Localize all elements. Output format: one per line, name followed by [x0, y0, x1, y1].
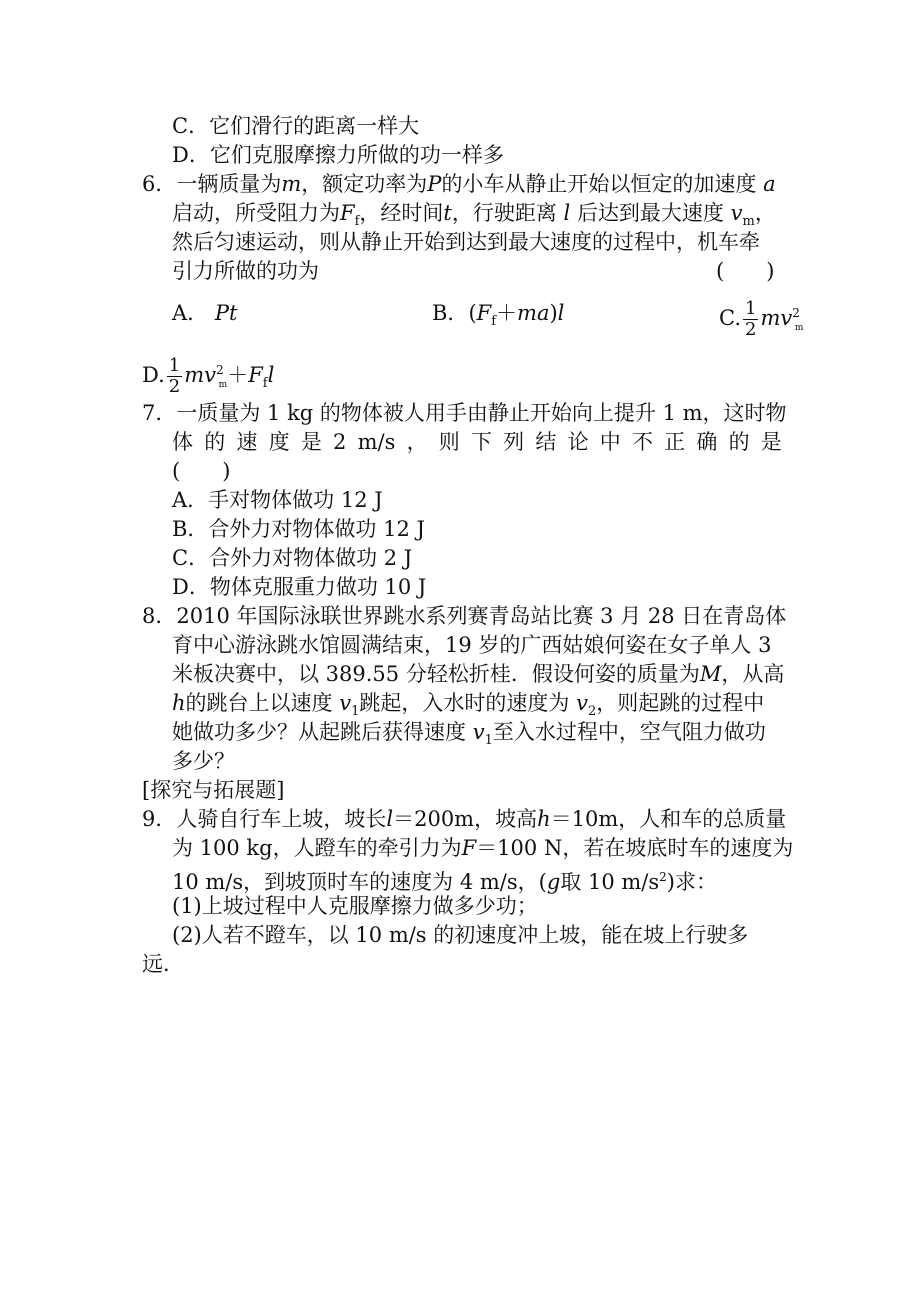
frac-denominator: 2 — [745, 319, 757, 340]
q9-text: 10 m/s，到坡顶时车的速度为 4 m/s，( — [172, 870, 547, 894]
q7-char: 体 — [172, 430, 193, 454]
q6-opt-b-open: ( — [468, 301, 477, 325]
q8-text: 的跳台上以速度 — [185, 691, 333, 715]
q7-line-1: 7．一质量为 1 kg 的物体被人用手由静止开始向上提升 1 m，这时物 — [142, 401, 787, 425]
q6-line-3: 然后匀速运动，则从静止开始到达到最大速度的过程中，机车牵 — [172, 230, 760, 254]
q6-opt-d-subm: m — [218, 380, 228, 390]
fraction-one-half — [167, 356, 182, 397]
q6-opt-c-mv: mv — [760, 306, 793, 330]
q6-opt-b-label: B． — [432, 301, 469, 325]
q6-option-a — [172, 298, 237, 328]
q9-var-l: l — [386, 807, 394, 831]
q6-opt-c-sup2: 2 — [792, 306, 800, 320]
q6-opt-d-f: F — [248, 363, 263, 387]
q6-opt-b-l: l — [557, 301, 565, 325]
q9-text: ＝10m，人和车的总质量 — [550, 807, 787, 831]
q7-answer-paren: ( ) — [172, 459, 231, 483]
q9-var-f: F — [461, 836, 477, 860]
q7-line-2 — [172, 427, 782, 457]
q6-text: ，额定功率为 — [301, 172, 428, 196]
q6-text: 的小车从静止开始以恒定的加速度 — [441, 172, 757, 196]
q8-var-v1: v — [472, 720, 485, 744]
q6-var-v: v — [730, 201, 743, 225]
q7-char: 的 — [728, 430, 750, 454]
q8-line-1: 8．2010 年国际泳联世界跳水系列赛青岛站比赛 3 月 28 日在青岛体 — [142, 604, 787, 628]
q8-var-v1: v — [339, 691, 352, 715]
q6-opt-d-sub-f: f — [262, 376, 268, 391]
q6-opt-b-close: ) — [549, 301, 558, 325]
q6-text: 后达到最大速度 — [576, 201, 724, 225]
q9-text: 取 10 m/s — [560, 870, 660, 894]
q6-opt-d-plus: ＋ — [227, 363, 249, 387]
q6-var-m: m — [281, 172, 302, 196]
q6-answer-paren: ( ) — [716, 259, 775, 283]
q8-line-2: 育中心游泳跳水馆圆满结束，19 岁的广西姑娘何姿在女子单人 3 — [172, 633, 772, 657]
q8-line-3 — [172, 659, 784, 689]
q7-char: 结 — [535, 430, 557, 454]
q8-text: 她做功多少？从起跳后获得速度 — [172, 720, 466, 744]
q9-text: )求： — [666, 870, 717, 894]
q8-line-6: 多少？ — [172, 749, 235, 773]
q8-var-v2: v — [576, 691, 588, 715]
q7-option-c: C．合外力对物体做功 2 J — [172, 546, 413, 570]
q9-text: 为 100 kg，人蹬车的牵引力为 — [172, 836, 462, 860]
q9-line-1 — [142, 804, 786, 834]
q6-opt-c-label: C. — [719, 306, 741, 330]
frac-numerator: 1 — [745, 298, 757, 319]
frac-numerator: 1 — [168, 355, 181, 376]
q6-sub-f: f — [354, 214, 360, 229]
q8-line-5 — [172, 717, 766, 756]
q7-char: 正 — [664, 430, 686, 454]
q7-char: 的 — [204, 430, 226, 454]
q8-text: 跳起，入水时的速度为 — [359, 691, 570, 715]
q6-var-a: a — [763, 172, 776, 196]
q6-opt-b-ma: ma — [517, 301, 550, 325]
q7-option-d: D．物体克服重力做功 10 J — [172, 575, 427, 599]
q6-opt-b-f: F — [476, 301, 492, 325]
q6-opt-d-l: l — [267, 363, 275, 387]
q8-text: 至入水过程中，空气阻力做功 — [492, 720, 766, 744]
fraction-one-half — [743, 299, 758, 340]
q9-sub-question-1: (1)上坡过程中人克服摩擦力做多少功； — [172, 894, 538, 918]
q6-text: 启动，所受阻力为 — [172, 201, 340, 225]
q6-opt-a-value: Pt — [214, 301, 238, 325]
q6-sub-m: m — [742, 214, 755, 229]
q7-char: 则 — [438, 430, 460, 454]
q8-text: ，则起跳的过程中 — [596, 691, 765, 715]
q6-var-p: P — [427, 172, 442, 196]
q8-sub-2: 2 — [587, 704, 597, 719]
section-heading: [探究与拓展题] — [142, 778, 285, 802]
q8-var-m: M — [699, 662, 722, 686]
q7-char: 中 — [599, 430, 621, 454]
q7-char: 确 — [696, 430, 718, 454]
q6-text: ，行驶距离 — [451, 201, 557, 225]
q9-sub-question-2: (2)人若不蹬车，以 10 m/s 的初速度冲上坡，能在坡上行驶多 — [172, 923, 749, 947]
q9-line-2 — [172, 833, 793, 863]
q9-text: ＝200m，坡高 — [393, 807, 538, 831]
q6-opt-c-subm: m — [794, 323, 804, 333]
q9-text: 9．人骑自行车上坡，坡长 — [142, 807, 387, 831]
q6-line-4: 引力所做的功为 — [172, 259, 319, 283]
q9-sub-question-2-cont: 远. — [142, 952, 170, 976]
q7-char: 2 — [333, 430, 347, 454]
q6-option-c — [719, 286, 803, 355]
q7-option-a: A．手对物体做功 12 J — [172, 488, 383, 512]
q5-option-c: C．它们滑行的距离一样大 — [172, 114, 420, 138]
q7-char: ， — [406, 430, 428, 454]
q6-opt-d-label: D. — [142, 363, 165, 387]
q8-var-h: h — [172, 691, 186, 715]
q8-sub-1: 1 — [484, 733, 493, 748]
q9-sup-2: 2 — [659, 870, 667, 884]
q7-char: 不 — [631, 430, 653, 454]
q8-text: ，从高 — [721, 662, 785, 686]
q6-opt-d-sup2: 2 — [216, 363, 224, 377]
q7-char: 列 — [503, 430, 525, 454]
q6-text: ， — [754, 201, 776, 225]
q6-number: 6． — [142, 172, 177, 196]
q6-text: 一辆质量为 — [176, 172, 282, 196]
q7-char: 速 — [236, 430, 258, 454]
q9-var-h: h — [537, 807, 551, 831]
q7-option-b: B．合外力对物体做功 12 J — [172, 517, 425, 541]
q6-text: ，经时间 — [359, 201, 444, 225]
q6-opt-b-plus: ＋ — [496, 301, 518, 325]
q6-opt-d-mv: mv — [184, 363, 216, 387]
q7-char: 论 — [567, 430, 589, 454]
q6-var-t: t — [443, 201, 452, 225]
q6-var-f: F — [340, 201, 355, 225]
q7-char: 是 — [300, 430, 322, 454]
q8-sub-1: 1 — [351, 704, 360, 719]
q6-line-1 — [142, 169, 776, 199]
q7-char: m/s — [357, 430, 396, 454]
q6-var-l: l — [563, 201, 571, 225]
q6-opt-a-label: A． — [172, 301, 209, 325]
q8-text: 米板决赛中，以 389.55 分轻松折桂．假设何姿的质量为 — [172, 662, 700, 686]
q6-opt-b-sub-f: f — [491, 314, 497, 329]
q7-char: 是 — [760, 430, 782, 454]
q7-char: 下 — [470, 430, 492, 454]
q7-char: 度 — [268, 430, 290, 454]
frac-denominator: 2 — [168, 376, 181, 397]
q9-text: ＝100 N，若在坡底时车的速度为 — [476, 836, 794, 860]
q6-option-b — [432, 298, 564, 337]
q9-var-g: g — [546, 870, 561, 894]
q5-option-d: D．它们克服摩擦力所做的功一样多 — [172, 143, 504, 167]
